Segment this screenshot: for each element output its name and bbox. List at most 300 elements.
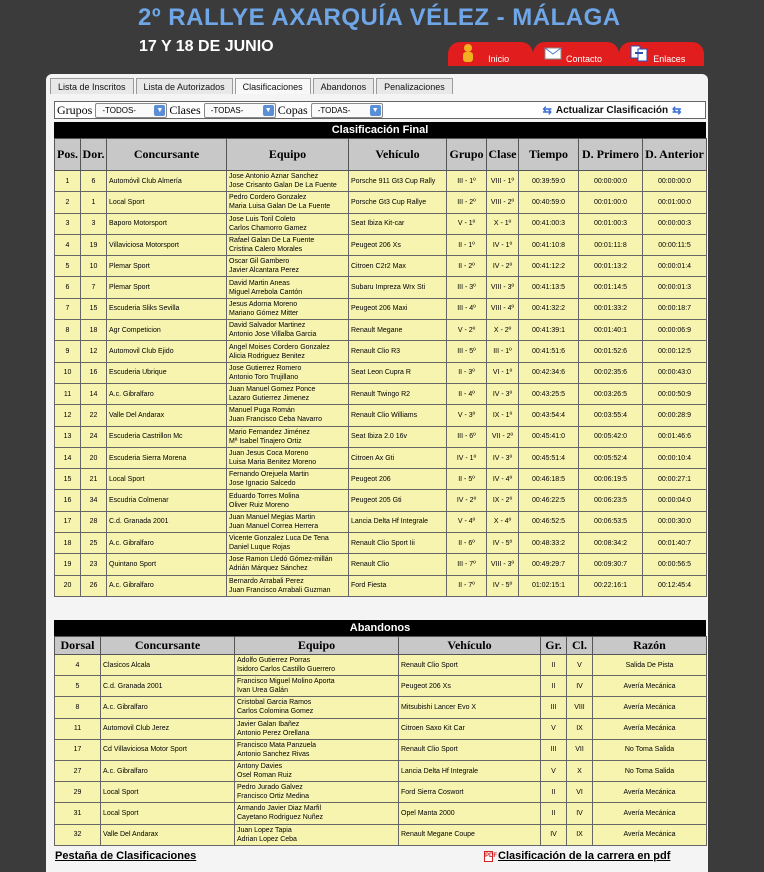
cell-clase: VI — [567, 782, 593, 803]
cell-concursante: Agr Competicion — [107, 320, 227, 341]
cell-equipo: Francisco Miguel Molino Aporta Ivan Urea Galán — [235, 676, 399, 697]
cell-grupo: II — [541, 676, 567, 697]
cell-grupo: II - 1º — [447, 234, 487, 255]
cell-clase: IV - 4º — [487, 469, 519, 490]
cell-d-primero: 00:09:30:7 — [579, 554, 643, 575]
cell-equipo: Angel Moises Cordero Gonzalez Alicia Rodriguez Benitez — [227, 341, 349, 362]
cell-equipo: Juan Jesus Coca Moreno Luisa Maria Benitez Moreno — [227, 447, 349, 468]
cell-equipo: Juan Lopez Tapia Adrian Lopez Ceba — [235, 824, 399, 845]
pdf-link-label: Clasificación de la carrera en pdf — [498, 850, 671, 862]
cell-d-primero: 00:08:34:2 — [579, 533, 643, 554]
cell-clase: IV - 3º — [487, 383, 519, 404]
cell-pos: 5 — [55, 256, 81, 277]
tab-penalizaciones[interactable]: Penalizaciones — [376, 78, 453, 94]
cell-pos: 15 — [55, 469, 81, 490]
abandonos-title: Abandonos — [54, 620, 706, 636]
chevron-down-icon: ▼ — [263, 105, 274, 116]
table-row — [55, 511, 707, 532]
cell-equipo: Jose Gutierrez Romero Antonio Toro Trujillano — [227, 362, 349, 383]
cell-equipo: Vicente Gonzalez Luca De Tena Daniel Luque Rojas — [227, 533, 349, 554]
final-classification-table — [54, 138, 707, 597]
table-row — [55, 718, 707, 739]
mail-icon — [543, 43, 563, 63]
cell-pos: 18 — [55, 533, 81, 554]
cell-concursante: Clasicos Alcala — [101, 655, 235, 676]
filter-bar — [54, 101, 706, 119]
links-icon — [629, 43, 649, 63]
cell-pos: 17 — [55, 511, 81, 532]
cell-d-anterior: 00:00:18:7 — [643, 298, 707, 319]
cell-concursante: Valle Del Andarax — [101, 824, 235, 845]
cell-dorsal: 3 — [81, 213, 107, 234]
column-header-clase: Clase — [487, 139, 519, 171]
cell-vehiculo: Peugeot 206 Xs — [399, 676, 541, 697]
cell-pos: 7 — [55, 298, 81, 319]
cell-d-primero: 00:01:11:8 — [579, 234, 643, 255]
cell-tiempo: 00:46:18:5 — [519, 469, 579, 490]
cell-clase: VIII - 3º — [487, 277, 519, 298]
copas-select[interactable] — [311, 103, 383, 118]
cell-razon: Avería Mecánica — [593, 782, 707, 803]
cell-grupo: III — [541, 697, 567, 718]
cell-pos: 14 — [55, 447, 81, 468]
cell-pos: 12 — [55, 405, 81, 426]
cell-dorsal: 1 — [81, 192, 107, 213]
update-classification-button[interactable] — [517, 102, 707, 118]
final-classification-title: Clasificación Final — [54, 122, 706, 138]
nav-contacto-button[interactable] — [533, 42, 618, 66]
nav-enlaces-button[interactable] — [619, 42, 704, 66]
table-row — [55, 469, 707, 490]
cell-vehiculo: Seat Leon Cupra R — [349, 362, 447, 383]
cell-vehiculo: Lancia Delta Hf Integrale — [399, 760, 541, 781]
cell-dorsal: 34 — [81, 490, 107, 511]
cell-pos: 6 — [55, 277, 81, 298]
cell-clase: IX — [567, 718, 593, 739]
cell-d-primero: 00:01:00:0 — [579, 192, 643, 213]
cell-razon: Avería Mecánica — [593, 803, 707, 824]
cell-concursante: Villaviciosa Motorsport — [107, 234, 227, 255]
cell-clase: IV — [567, 803, 593, 824]
cell-clase: IV - 3º — [487, 447, 519, 468]
cell-d-primero: 00:05:42:0 — [579, 426, 643, 447]
cell-pos: 9 — [55, 341, 81, 362]
column-header-vehiculo: Vehículo — [399, 637, 541, 655]
cell-grupo: II - 7º — [447, 575, 487, 596]
cell-equipo: Juan Manuel Gomez Ponce Lazaro Gutierrez Jimenez — [227, 383, 349, 404]
cell-pos: 4 — [55, 234, 81, 255]
cell-grupo: V - 1º — [447, 213, 487, 234]
cell-pos: 20 — [55, 575, 81, 596]
cell-vehiculo: Peugeot 206 Maxi — [349, 298, 447, 319]
cell-dorsal: 23 — [81, 554, 107, 575]
cell-tiempo: 00:41:51:6 — [519, 341, 579, 362]
cell-d-anterior: 00:01:46:6 — [643, 426, 707, 447]
cell-vehiculo: Mitsubishi Lancer Evo X — [399, 697, 541, 718]
cell-dorsal: 7 — [81, 277, 107, 298]
cell-concursante: A.c. Gibralfaro — [101, 760, 235, 781]
cell-dorsal: 28 — [81, 511, 107, 532]
cell-d-primero: 00:03:55:4 — [579, 405, 643, 426]
event-dates: 17 Y 18 DE JUNIO — [139, 38, 274, 55]
column-header-equipo: Equipo — [227, 139, 349, 171]
pdf-classification-link[interactable] — [484, 850, 670, 862]
cell-tiempo: 00:41:39:1 — [519, 320, 579, 341]
cell-pos: 11 — [55, 383, 81, 404]
column-header-concursante: Concursante — [107, 139, 227, 171]
grupos-select[interactable] — [95, 103, 167, 118]
cell-dorsal: 27 — [55, 760, 101, 781]
cell-clase: VIII - 2º — [487, 192, 519, 213]
cell-d-primero: 00:01:52:6 — [579, 341, 643, 362]
cell-tiempo: 00:48:33:2 — [519, 533, 579, 554]
cell-razon: Avería Mecánica — [593, 718, 707, 739]
cell-tiempo: 00:41:12:2 — [519, 256, 579, 277]
cell-d-primero: 00:06:53:5 — [579, 511, 643, 532]
cell-grupo: V - 3º — [447, 405, 487, 426]
cell-clase: VII - 2º — [487, 426, 519, 447]
cell-d-primero: 00:01:00:3 — [579, 213, 643, 234]
pdf-icon: PDF — [484, 851, 493, 862]
table-row — [55, 320, 707, 341]
cell-concursante: A.c. Gibralfaro — [107, 383, 227, 404]
cell-grupo: II - 6º — [447, 533, 487, 554]
cell-pos: 8 — [55, 320, 81, 341]
cell-concursante: Escuderia Ubrique — [107, 362, 227, 383]
cell-d-anterior: 00:00:01:3 — [643, 277, 707, 298]
cell-equipo: Jose Luis Toril Coleto Carlos Chamorro Gamez — [227, 213, 349, 234]
cell-concursante: A.c. Gibralfaro — [107, 575, 227, 596]
cell-pos: 16 — [55, 490, 81, 511]
update-label: Actualizar Clasificación — [555, 104, 669, 116]
cell-clase: IV - 5º — [487, 533, 519, 554]
cell-d-anterior: 00:00:30:0 — [643, 511, 707, 532]
cell-clase: VII — [567, 739, 593, 760]
table-row — [55, 341, 707, 362]
cell-grupo: II — [541, 655, 567, 676]
cell-tiempo: 00:41:00:3 — [519, 213, 579, 234]
cell-tiempo: 00:42:34:6 — [519, 362, 579, 383]
cell-concursante: Cd Villaviciosa Motor Sport — [101, 739, 235, 760]
cell-dorsal: 24 — [81, 426, 107, 447]
cell-concursante: Escuderia Sliks Sevilla — [107, 298, 227, 319]
cell-clase: IV - 1º — [487, 234, 519, 255]
column-header-concursante: Concursante — [101, 637, 235, 655]
tab-lista-inscritos[interactable]: Lista de Inscritos — [50, 78, 134, 94]
cell-dorsal: 16 — [81, 362, 107, 383]
cell-concursante: Escuderia Sierra Morena — [107, 447, 227, 468]
cell-grupo: III - 3º — [447, 277, 487, 298]
cell-concursante: A.c. Gibralfaro — [101, 697, 235, 718]
cell-tiempo: 00:43:54:4 — [519, 405, 579, 426]
cell-d-anterior: 00:00:27:1 — [643, 469, 707, 490]
nav-contacto-label: Contacto — [565, 54, 602, 64]
cell-concursante: Automóvil Club Almería — [107, 171, 227, 192]
cell-d-primero: 00:01:14:5 — [579, 277, 643, 298]
table-row — [55, 383, 707, 404]
cell-pos: 13 — [55, 426, 81, 447]
cell-vehiculo: Renault Clio Sport — [399, 655, 541, 676]
cell-pos: 1 — [55, 171, 81, 192]
grupos-value: -TODOS- — [102, 105, 136, 115]
cell-grupo: II — [541, 803, 567, 824]
cell-equipo: Javier Galan Ibañez Antonio Perez Orellana — [235, 718, 399, 739]
cell-d-primero: 00:05:52:4 — [579, 447, 643, 468]
table-row — [55, 533, 707, 554]
cell-vehiculo: Renault Clio Sport — [399, 739, 541, 760]
cell-equipo: Jesus Adorna Moreno Mariano Gómez Mitter — [227, 298, 349, 319]
cell-clase: IX - 2º — [487, 490, 519, 511]
column-header-dorsal: Dorsal — [55, 637, 101, 655]
cell-d-anterior: 00:12:45:4 — [643, 575, 707, 596]
table-row — [55, 575, 707, 596]
clasificaciones-tab-link[interactable]: Pestaña de Clasificaciones — [55, 850, 197, 862]
cell-concursante: C.d. Granada 2001 — [101, 676, 235, 697]
clases-select[interactable] — [204, 103, 276, 118]
cell-equipo: Fernando Orejuela Martin Jose Ignacio Salcedo — [227, 469, 349, 490]
cell-d-anterior: 00:01:40:7 — [643, 533, 707, 554]
cell-pos: 19 — [55, 554, 81, 575]
cell-dorsal: 15 — [81, 298, 107, 319]
cell-equipo: Antony Davies Osel Roman Ruiz — [235, 760, 399, 781]
cell-equipo: Mario Fernandez Jiménez Mª Isabel Tinajero Ortiz — [227, 426, 349, 447]
cell-concursante: Plemar Sport — [107, 256, 227, 277]
cell-concursante: Plemar Sport — [107, 277, 227, 298]
cell-vehiculo: Ford Fiesta — [349, 575, 447, 596]
chevron-down-icon: ▼ — [154, 105, 165, 116]
cell-dorsal: 20 — [81, 447, 107, 468]
column-header-d-primero: D. Primero — [579, 139, 643, 171]
cell-dorsal: 21 — [81, 469, 107, 490]
cell-d-anterior: 00:00:56:5 — [643, 554, 707, 575]
cell-vehiculo: Renault Twingo R2 — [349, 383, 447, 404]
cell-d-anterior: 00:00:04:0 — [643, 490, 707, 511]
table-row — [55, 234, 707, 255]
cell-d-anterior: 00:01:00:0 — [643, 192, 707, 213]
table-row — [55, 171, 707, 192]
cell-d-primero: 00:02:35:6 — [579, 362, 643, 383]
column-header-tiempo: Tiempo — [519, 139, 579, 171]
table-row — [55, 256, 707, 277]
tab-lista-autorizados[interactable]: Lista de Autorizados — [136, 78, 233, 94]
cell-d-anterior: 00:00:00:3 — [643, 213, 707, 234]
cell-d-anterior: 00:00:43:0 — [643, 362, 707, 383]
cell-equipo: Pedro Cordero Gonzalez Maria Luisa Galan De La Fuente — [227, 192, 349, 213]
cell-d-primero: 00:01:13:2 — [579, 256, 643, 277]
grupos-label: Grupos — [57, 102, 93, 117]
column-header-dorsal: Dor. — [81, 139, 107, 171]
cell-concursante: Valle Del Andarax — [107, 405, 227, 426]
cell-vehiculo: Peugeot 206 — [349, 469, 447, 490]
cell-concursante: C.d. Granada 2001 — [107, 511, 227, 532]
cell-clase: X - 2º — [487, 320, 519, 341]
cell-equipo: Eduardo Torres Molina Oliver Ruiz Moreno — [227, 490, 349, 511]
cell-concursante: Automovil Club Jerez — [101, 718, 235, 739]
cell-equipo: Bernardo Arrabali Perez Juan Francisco Arrabali Guzman — [227, 575, 349, 596]
cell-grupo: II - 2º — [447, 256, 487, 277]
cell-equipo: Rafael Galan De La Fuente Cristina Calero Morales — [227, 234, 349, 255]
cell-razon: Avería Mecánica — [593, 824, 707, 845]
cell-vehiculo: Lancia Delta Hf Integrale — [349, 511, 447, 532]
cell-tiempo: 00:46:22:5 — [519, 490, 579, 511]
nav-inicio-label: Inicio — [488, 54, 510, 64]
cell-grupo: III - 1º — [447, 171, 487, 192]
cell-grupo: IV - 1º — [447, 447, 487, 468]
cell-tiempo: 00:41:10:8 — [519, 234, 579, 255]
cell-concursante: A.c. Gibralfaro — [107, 533, 227, 554]
cell-vehiculo: Opel Manta 2000 — [399, 803, 541, 824]
cell-dorsal: 32 — [55, 824, 101, 845]
column-header-grupo: Gr. — [541, 637, 567, 655]
cell-dorsal: 31 — [55, 803, 101, 824]
table-row — [55, 298, 707, 319]
cell-equipo: David Salvador Martinez Antonio Jose Villalba Garcia — [227, 320, 349, 341]
table-row — [55, 192, 707, 213]
cell-vehiculo: Ford Sierra Coswort — [399, 782, 541, 803]
cell-tiempo: 01:02:15:1 — [519, 575, 579, 596]
cell-dorsal: 22 — [81, 405, 107, 426]
cell-concursante: Escuderia Castrillon Mc — [107, 426, 227, 447]
cell-dorsal: 12 — [81, 341, 107, 362]
cell-vehiculo: Renault Megane — [349, 320, 447, 341]
cell-tiempo: 00:46:52:5 — [519, 511, 579, 532]
column-header-d-anterior: D. Anterior — [643, 139, 707, 171]
cell-d-anterior: 00:00:50:9 — [643, 383, 707, 404]
table-row — [55, 760, 707, 781]
clases-value: -TODAS- — [210, 105, 244, 115]
cell-vehiculo: Citroen Saxo Kit Car — [399, 718, 541, 739]
cell-equipo: Pedro Jurado Galvez Francisco Ortiz Medina — [235, 782, 399, 803]
cell-concursante: Automovil Club Ejido — [107, 341, 227, 362]
cell-dorsal: 26 — [81, 575, 107, 596]
cell-grupo: III - 5º — [447, 341, 487, 362]
page-title: 2º RALLYE AXARQUÍA VÉLEZ - MÁLAGA — [138, 4, 621, 31]
table-row — [55, 447, 707, 468]
table-row — [55, 655, 707, 676]
cell-grupo: III - 7º — [447, 554, 487, 575]
cell-dorsal: 19 — [81, 234, 107, 255]
table-row — [55, 676, 707, 697]
cell-vehiculo: Porsche Gt3 Cup Rallye — [349, 192, 447, 213]
cell-vehiculo: Porsche 911 Gt3 Cup Rally — [349, 171, 447, 192]
cell-dorsal: 29 — [55, 782, 101, 803]
nav-inicio-button[interactable] — [448, 42, 533, 66]
cell-d-anterior: 00:00:12:5 — [643, 341, 707, 362]
cell-grupo: III — [541, 739, 567, 760]
cell-dorsal: 18 — [81, 320, 107, 341]
cell-clase: IV — [567, 676, 593, 697]
abandonos-table — [54, 636, 707, 846]
table-row — [55, 362, 707, 383]
cell-vehiculo: Renault Clio R3 — [349, 341, 447, 362]
table-row — [55, 490, 707, 511]
cell-grupo: V — [541, 718, 567, 739]
cell-pos: 2 — [55, 192, 81, 213]
column-header-clase: Cl. — [567, 637, 593, 655]
cell-d-primero: 00:01:33:2 — [579, 298, 643, 319]
cell-equipo: Jose Antonio Aznar Sanchez Jose Crisanto Galan De La Fuente — [227, 171, 349, 192]
cell-grupo: V — [541, 760, 567, 781]
cell-d-anterior: 00:00:01:4 — [643, 256, 707, 277]
cell-concursante: Local Sport — [107, 469, 227, 490]
copas-label: Copas — [277, 102, 308, 117]
cell-clase: V — [567, 655, 593, 676]
cell-equipo: Cristobal Garcia Ramos Carlos Colomina Gomez — [235, 697, 399, 718]
cell-clase: VIII - 3º — [487, 554, 519, 575]
cell-grupo: III - 4º — [447, 298, 487, 319]
cell-equipo: Francisco Mata Panzuela Antonio Sanchez Rivas — [235, 739, 399, 760]
cell-equipo: Armando Javier Diaz Marfil Cayetano Rodriguez Nuñez — [235, 803, 399, 824]
cell-tiempo: 00:45:41:0 — [519, 426, 579, 447]
cell-concursante: Local Sport — [107, 192, 227, 213]
cell-grupo: III - 2º — [447, 192, 487, 213]
cell-vehiculo: Subaru Impreza Wrx Sti — [349, 277, 447, 298]
cell-grupo: V - 2º — [447, 320, 487, 341]
cell-vehiculo: Renault Clio — [349, 554, 447, 575]
table-row — [55, 277, 707, 298]
cell-vehiculo: Seat Ibiza Kit-car — [349, 213, 447, 234]
cell-tiempo: 00:40:59:0 — [519, 192, 579, 213]
cell-dorsal: 4 — [55, 655, 101, 676]
tab-bar — [50, 78, 453, 94]
cell-dorsal: 5 — [55, 676, 101, 697]
cell-grupo: V - 4º — [447, 511, 487, 532]
cell-equipo: Oscar Gil Gambero Javier Alcantara Perez — [227, 256, 349, 277]
cell-razon: Avería Mecánica — [593, 697, 707, 718]
refresh-icon: ⇆ — [542, 104, 552, 117]
column-header-grupo: Grupo — [447, 139, 487, 171]
tab-clasificaciones[interactable]: Clasificaciones — [235, 78, 311, 94]
table-row — [55, 803, 707, 824]
clases-label: Clases — [169, 102, 201, 117]
cell-vehiculo: Citroen Ax Gti — [349, 447, 447, 468]
cell-dorsal: 14 — [81, 383, 107, 404]
cell-d-primero: 00:03:26:5 — [579, 383, 643, 404]
cell-clase: IV - 5º — [487, 575, 519, 596]
table-row — [55, 739, 707, 760]
cell-d-anterior: 00:00:11:5 — [643, 234, 707, 255]
tab-abandonos[interactable]: Abandonos — [313, 78, 375, 94]
cell-dorsal: 11 — [55, 718, 101, 739]
cell-d-primero: 00:00:00:0 — [579, 171, 643, 192]
cell-tiempo: 00:41:32:2 — [519, 298, 579, 319]
cell-vehiculo: Renault Clio Williams — [349, 405, 447, 426]
cell-equipo: Adolfo Gutierrez Porras Isidoro Carlos Castillo Guerrero — [235, 655, 399, 676]
table-row — [55, 824, 707, 845]
user-icon — [458, 43, 478, 63]
cell-concursante: Local Sport — [101, 803, 235, 824]
cell-dorsal: 8 — [55, 697, 101, 718]
table-row — [55, 782, 707, 803]
column-header-equipo: Equipo — [235, 637, 399, 655]
cell-d-anterior: 00:00:06:9 — [643, 320, 707, 341]
cell-clase: VIII - 4º — [487, 298, 519, 319]
cell-concursante: Local Sport — [101, 782, 235, 803]
cell-d-primero: 00:01:40:1 — [579, 320, 643, 341]
cell-grupo: II - 5º — [447, 469, 487, 490]
cell-equipo: Jose Ramon Lledó Gómez-millán Adrián Márquez Sánchez — [227, 554, 349, 575]
cell-dorsal: 17 — [55, 739, 101, 760]
cell-grupo: III - 6º — [447, 426, 487, 447]
cell-dorsal: 25 — [81, 533, 107, 554]
cell-tiempo: 00:43:25:5 — [519, 383, 579, 404]
column-header-vehiculo: Vehículo — [349, 139, 447, 171]
column-header-razon: Razón — [593, 637, 707, 655]
cell-razon: Avería Mecánica — [593, 676, 707, 697]
table-row — [55, 554, 707, 575]
cell-razon: No Toma Salida — [593, 739, 707, 760]
cell-concursante: Quintano Sport — [107, 554, 227, 575]
